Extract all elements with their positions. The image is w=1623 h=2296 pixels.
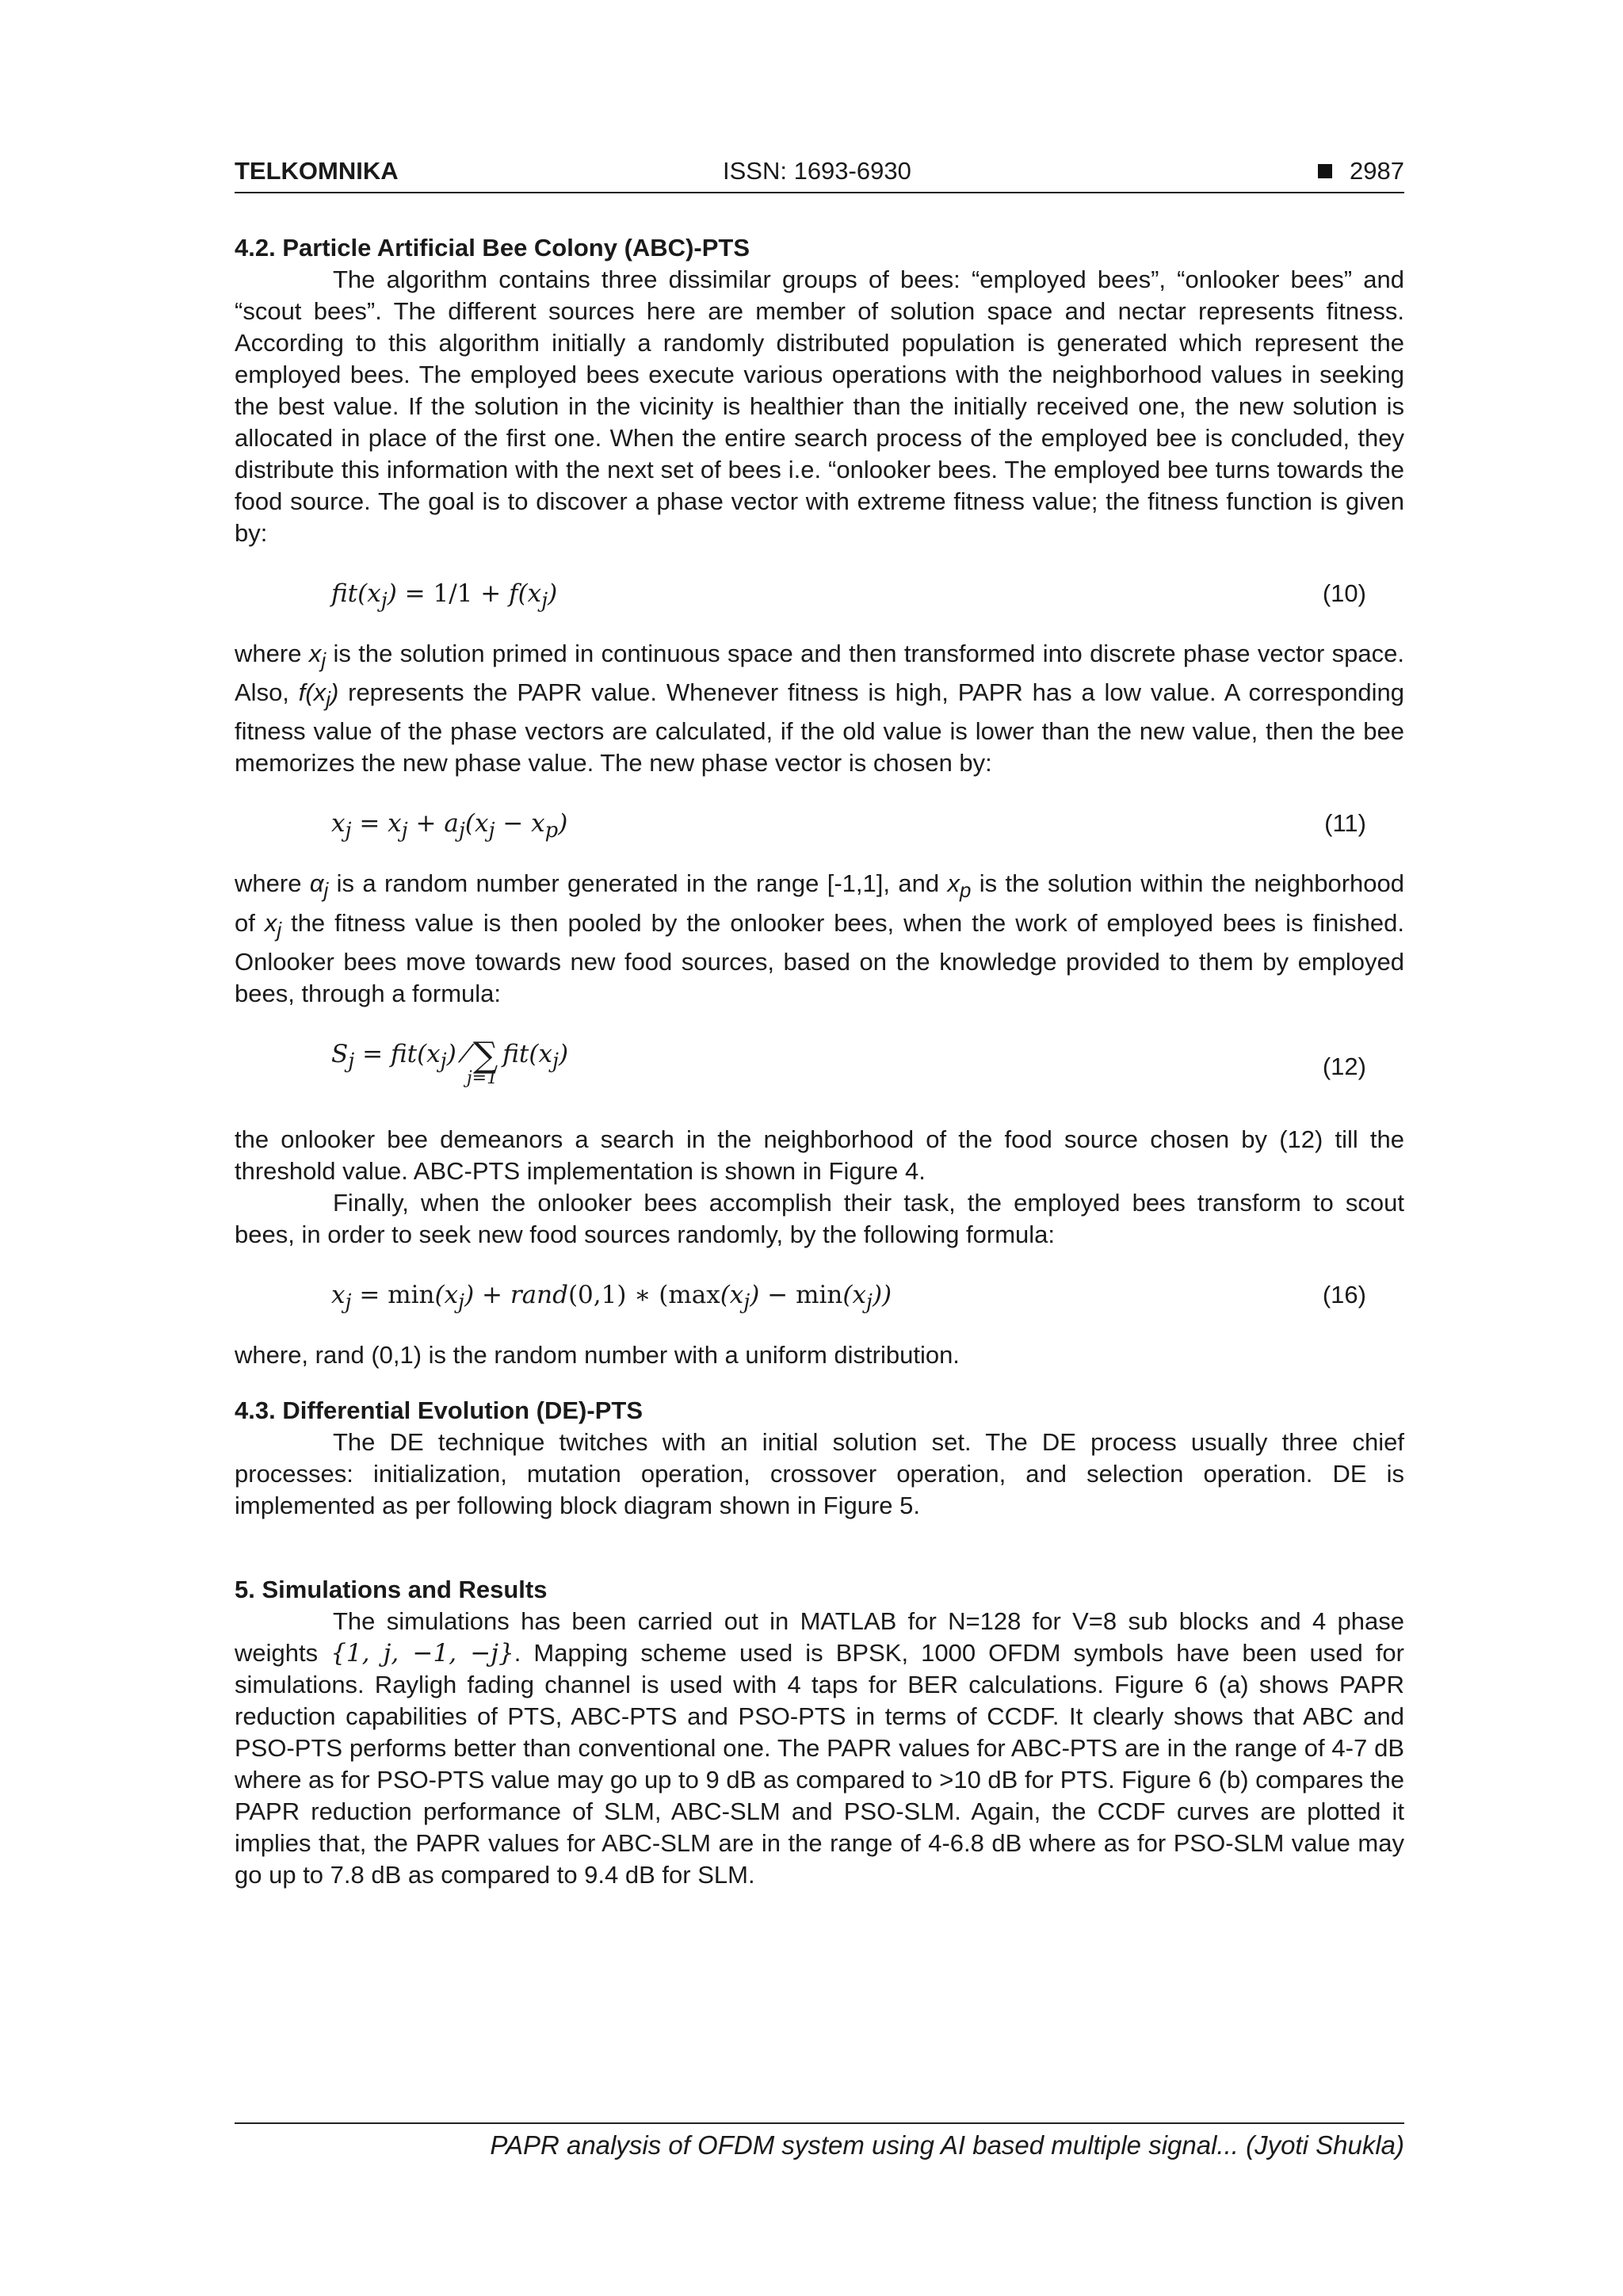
section-title-4-3: 4.3. Differential Evolution (DE)-PTS [235,1396,643,1424]
paper-body [235,232,1404,1891]
equation-number: (16) [1322,1280,1366,1308]
equation-expression: $x_j = \min(x_j)$ + rand(0,1) ∗ $(\max(x_j) - \min(x_j))$ [331,1280,892,1314]
paragraph: where, rand (0,1) is the random number with a uniform distribution. [235,1340,960,1369]
paragraph: the onlooker bee demeanors a search in the neighborhood of the food source chosen by (12) till the threshold value. ABC-PTS implementation is shown in Figure 4. [235,1125,1404,1185]
equation-expression: $x_j = x_j + a_j(x_j - x_p)$ [331,809,568,843]
paragraph: where $\alpha_j$ is a random number generated in the range [-1,1], and $x_p$ is the solution within the neighborhood of $x_j$ the fitness value is then pooled by the onlooker bees, when the work of employed bees is finished. Onlooker bees move towards new food sources, based on the knowledge provided to them by employed bees, through a formula: [235,869,1405,1007]
running-header [235,157,1404,193]
equation-number: (11) [1324,809,1366,838]
paragraph: where $x_j$ is the solution primed in continuous space and then transformed into discrete phase vector space. Also, $f(x_j)$ represents the PAPR value. Whenever fitness is high, PAPR has a low value. A corresponding fitness value of the phase vectors are calculated, if the old value is lower than the new value, then the bee memorizes the new phase value. The new phase vector is chosen by: [235,640,1405,777]
paragraph: The DE technique twitches with an initial solution set. The DE process usually three chief processes: initialization, mutation operation, crossover operation, and selection operation. DE is implemented as per following block diagram shown in Figure 5. [235,1427,1404,1519]
square-bullet-icon [1318,164,1332,178]
equation-10 [235,570,1404,617]
journal-name: TELKOMNIKA [235,157,399,185]
page-number: 2987 [1318,157,1404,185]
equation-16 [235,1271,1404,1319]
equation-number: (12) [1322,1052,1366,1080]
equation-number: (10) [1322,579,1366,607]
equation-expression: $S_j = fit(x_j)$ ⁄ ∑ j=1 $fit(x_j)$ [331,1034,569,1088]
paragraph: Finally, when the onlooker bees accomplish their task, the employed bees transform to scout bees, in order to seek new food sources randomly, by the following formula: [235,1188,1404,1248]
running-footer: PAPR analysis of OFDM system using AI based multiple signal... (Jyoti Shukla) [235,2122,1404,2160]
issn: ISSN: 1693-6930 [723,157,911,185]
paragraph: The simulations has been carried out in MATLAB for N=128 for V=8 sub blocks and 4 phase weights {1, j, −1, −j}. Mapping scheme used is BPSK, 1000 OFDM symbols have been used for simulations. Rayligh fading channel is used with 4 taps for BER calculations. Figure 6 (a) shows PAPR reduction capabilities of PTS, ABC-PTS and PSO-PTS in terms of CCDF. It clearly shows that ABC and PSO-PTS performs better than conventional one. The PAPR values for ABC-PTS are in the range of 4-7 dB where as for PSO-PTS value may go up to 9 dB as compared to >10 dB for PTS. Figure 6 (b) compares the PAPR reduction performance of SLM, ABC-SLM and PSO-SLM. Again, the CCDF curves are plotted it implies that, the PAPR values for ABC-SLM are in the range of 4-6.8 dB where as for PSO-SLM value may go up to 7.8 dB as compared to 9.4 dB for SLM. [235,1606,1404,1889]
equation-11 [235,800,1404,847]
section-title-4-2: 4.2. Particle Artificial Bee Colony (ABC)-PTS [235,234,750,262]
equation-expression: $fit(x_j) = 1/1 + f(x_j)$ [331,579,558,613]
section-title-5: 5. Simulations and Results [235,1575,548,1603]
equation-12 [235,1030,1404,1103]
paragraph: The algorithm contains three dissimilar groups of bees: “employed bees”, “onlooker bees” and “scout bees”. The different sources here are member of solution space and nectar represents fitness. According to this algorithm initially a randomly distributed population is generated which represent the employed bees. The employed bees execute various operations with the neighborhood values in seeking the best value. If the solution in the vicinity is healthier than the initially received one, the new solution is allocated in place of the first one. When the entire search process of the employed bee is concluded, they distribute this information with the next set of bees i.e. “onlooker bees. The employed bee turns towards the food source. The goal is to discover a phase vector with extreme fitness value; the fitness function is given by: [235,266,1404,547]
